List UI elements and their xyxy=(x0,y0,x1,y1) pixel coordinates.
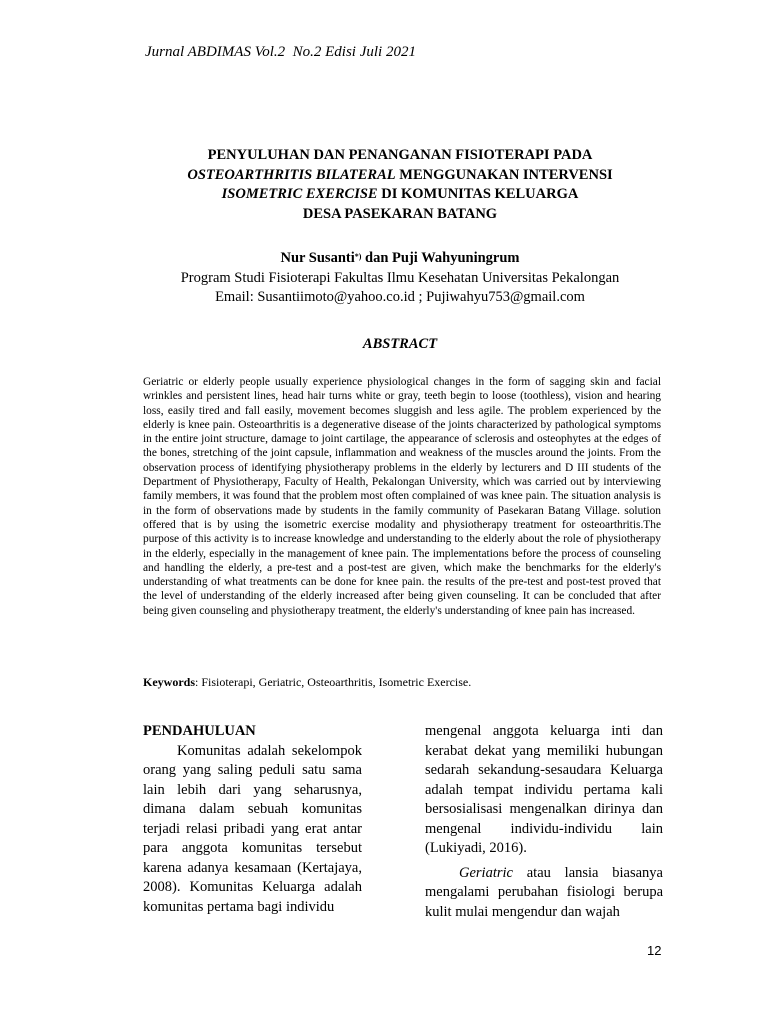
title-line-1: PENYULUHAN DAN PENANGANAN FISIOTERAPI PADA xyxy=(207,147,593,163)
right-column xyxy=(425,722,663,922)
page-number: 12 xyxy=(647,943,662,958)
intro-paragraph-2 xyxy=(425,864,663,923)
author-block xyxy=(100,249,700,308)
keywords-line xyxy=(143,675,661,690)
intro-paragraph-1-continued: mengenal anggota keluarga inti dan kerabat dekat yang memiliki hubungan sedarah sekandung-sesaudara Keluarga adalah tempat individu pertama kali bersosialisasi mengenalkan dirinya dan mengenal individu-individu lain (Lukiyadi, 2016). xyxy=(425,723,663,856)
corresponding-mark: *) xyxy=(354,252,362,261)
affiliation: Program Studi Fisioterapi Fakultas Ilmu Kesehatan Universitas Pekalongan xyxy=(180,269,620,286)
keywords-text: : Fisioterapi, Geriatric, Osteoarthritis, Isometric Exercise. xyxy=(195,675,472,689)
journal-header: Jurnal ABDIMAS Vol.2 No.2 Edisi Juli 2021 xyxy=(145,44,416,60)
left-column xyxy=(143,722,362,917)
title-line-4: DESA PASEKARAN BATANG xyxy=(302,205,498,222)
title-line-2-rest: MENGGUNAKAN INTERVENSI xyxy=(395,166,613,183)
section-heading-pendahuluan: PENDAHULUAN xyxy=(143,723,256,739)
intro-paragraph-1: Komunitas adalah sekelompok orang yang saling peduli satu sama lain lebih dari yang seharusnya, dimana dalam sebuah komunitas terjadi relasi pribadi yang erat antar para anggota komunitas tersebut karena adanya kesamaan (Kertajaya, 2008). Komunitas Keluarga adalah komunitas pertama bagi individu xyxy=(143,742,362,915)
email-line: Email: Susantiimoto@yahoo.co.id ; Pujiwahyu753@gmail.com xyxy=(215,289,585,305)
intro-paragraph-2-text: atau lansia biasanya mengalami perubahan fisiologi berupa kulit mulai mengendur dan wajah xyxy=(425,864,663,920)
title-line-2 xyxy=(100,166,700,186)
title-line-3 xyxy=(100,185,700,205)
title-line-2-italic: OSTEOARTHRITIS BILATERAL xyxy=(187,166,396,183)
keywords-label: Keywords xyxy=(143,675,195,689)
abstract-heading: ABSTRACT xyxy=(362,336,438,352)
paper-title xyxy=(100,146,700,224)
author-1: Nur Susanti xyxy=(280,250,355,266)
author-2: dan Puji Wahyuningrum xyxy=(361,250,520,266)
title-line-3-italic: ISOMETRIC EXERCISE xyxy=(221,186,378,202)
title-line-3-rest: DI KOMUNITAS KELUARGA xyxy=(377,186,579,202)
geriatric-term: Geriatric xyxy=(459,864,513,881)
abstract-body: Geriatric or elderly people usually experience physiological changes in the form of sagging skin and facial wrinkles and persistent lines, head hair turns white or gray, teeth begin to loose (toothless), vision and hearing loss, easily tired and fall easily, movement becomes sluggish and less agile. The problem experienced by the elderly is knee pain. Osteoarthritis is a degenerative disease of the joints characterized by pathological symptoms in the entire joint structure, damage to joint cartilage, the appearance of sclerosis and osteophytes at the edges of the bones, stretching of the joint capsule, inflammation and weakness of the muscles around the joints. From the observation process of identifying physiotherapy problems in the elderly by lecturers and D III students of the Department of Physiotherapy, Faculty of Health, Pekalongan University, which was carried out by interviewing family members, it was found that the problem most often complained of was knee pain. The situation analysis is in the form of observations made by students in the family community of Pasekaran Batang Village. solution offered that is by using the isometric exercise modality and physiotherapy treatment for osteoarthritis.The purpose of this activity is to increase knowledge and understanding to the elderly about the role of physiotherapy in the elderly, especially in the management of knee pain. The implementations before the process of counseling and handling the elderly, a pre-test and a post-test are given, which make the benchmarks for the elderly's understanding of what treatments can be done for knee pain. the results of the pre-test and post-test proved that the level of understanding of the elderly increased after being given counseling. It can be concluded that after being given counseling and physiotherapy treatment, the elderly's understanding of knee pain has increased. xyxy=(143,376,661,617)
author-names xyxy=(100,249,700,269)
